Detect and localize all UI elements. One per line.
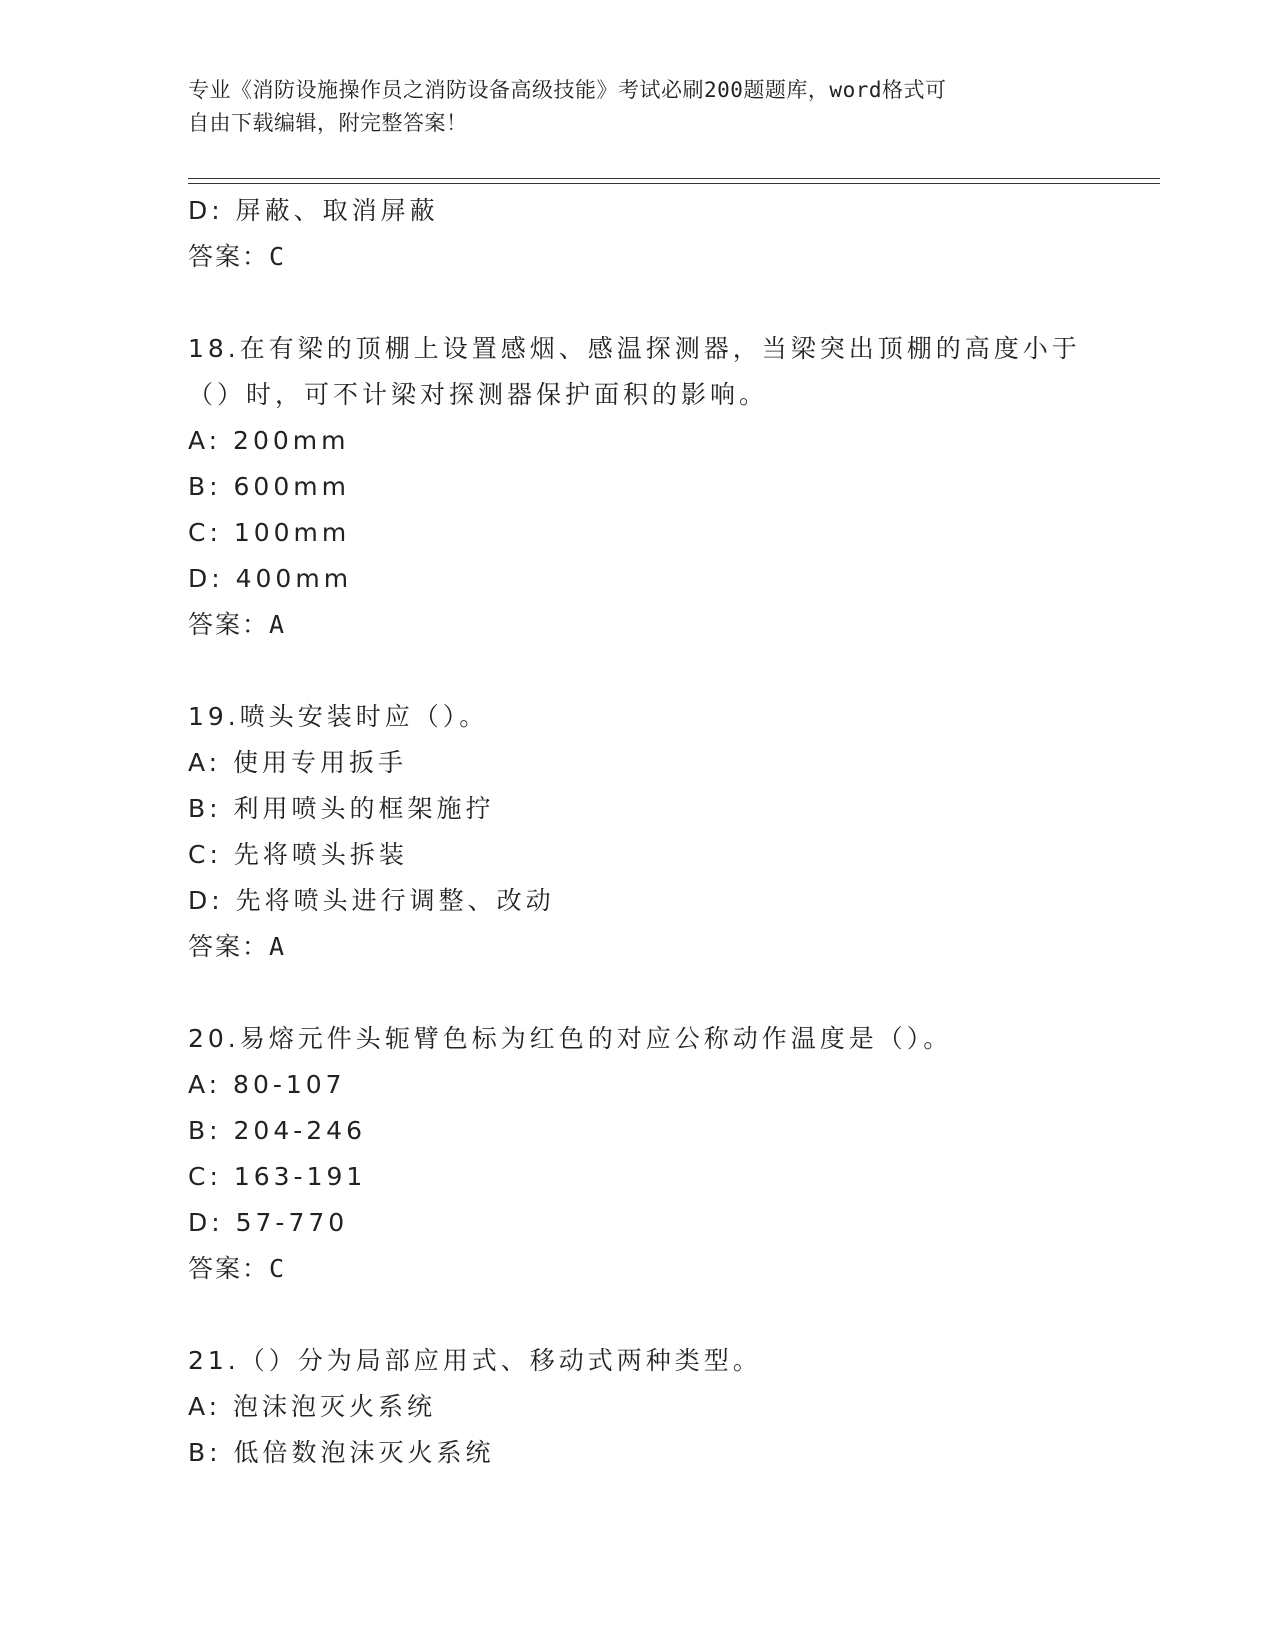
option-d: D: 先将喷头进行调整、改动 [188,886,555,915]
question-18 [188,326,1148,648]
question-stem-line-2: （）时，可不计梁对探测器保护面积的影响。 [188,380,769,409]
answer-line: 答案：C [188,242,287,271]
option-b: B: 600mm [188,472,350,501]
answer-line: 答案：A [188,610,287,639]
option-d: D: 屏蔽、取消屏蔽 [188,196,439,225]
option-b: B: 低倍数泡沫灭火系统 [188,1438,495,1467]
option-a: A: 200mm [188,426,350,455]
header-line-1: 专业《消防设施操作员之消防设备高级技能》考试必刷200题题库，word格式可 [188,78,947,102]
option-d: D: 400mm [188,564,353,593]
question-stem: 21.（）分为局部应用式、移动式两种类型。 [188,1346,762,1375]
option-a: A: 泡沫泡灭火系统 [188,1392,437,1421]
header-divider-top [188,178,1160,179]
question-21 [188,1338,1148,1476]
document-header [188,74,1088,140]
option-b: B: 利用喷头的框架施拧 [188,794,495,823]
question-20 [188,1016,1148,1292]
spacer [188,1292,1148,1338]
option-a: A: 使用专用扳手 [188,748,408,777]
header-line-2: 自由下载编辑，附完整答案！ [188,111,468,135]
option-a: A: 80-107 [188,1070,346,1099]
answer-line: 答案：A [188,932,287,961]
question-stem: 19.喷头安装时应（）。 [188,702,489,731]
question-stem: 20.易熔元件头轭臂色标为红色的对应公称动作温度是（）。 [188,1024,953,1053]
spacer [188,280,1148,326]
question-list [188,188,1148,1476]
question-19 [188,694,1148,970]
option-d: D: 57-770 [188,1208,349,1237]
spacer [188,970,1148,1016]
option-c: C: 先将喷头拆装 [188,840,408,869]
answer-line: 答案：C [188,1254,287,1283]
header-divider-bottom [188,183,1160,184]
option-c: C: 100mm [188,518,351,547]
option-b: B: 204-246 [188,1116,366,1145]
option-c: C: 163-191 [188,1162,367,1191]
spacer [188,648,1148,694]
question-stem-line-1: 18.在有梁的顶棚上设置感烟、感温探测器，当梁突出顶棚的高度小于 [188,334,1081,363]
